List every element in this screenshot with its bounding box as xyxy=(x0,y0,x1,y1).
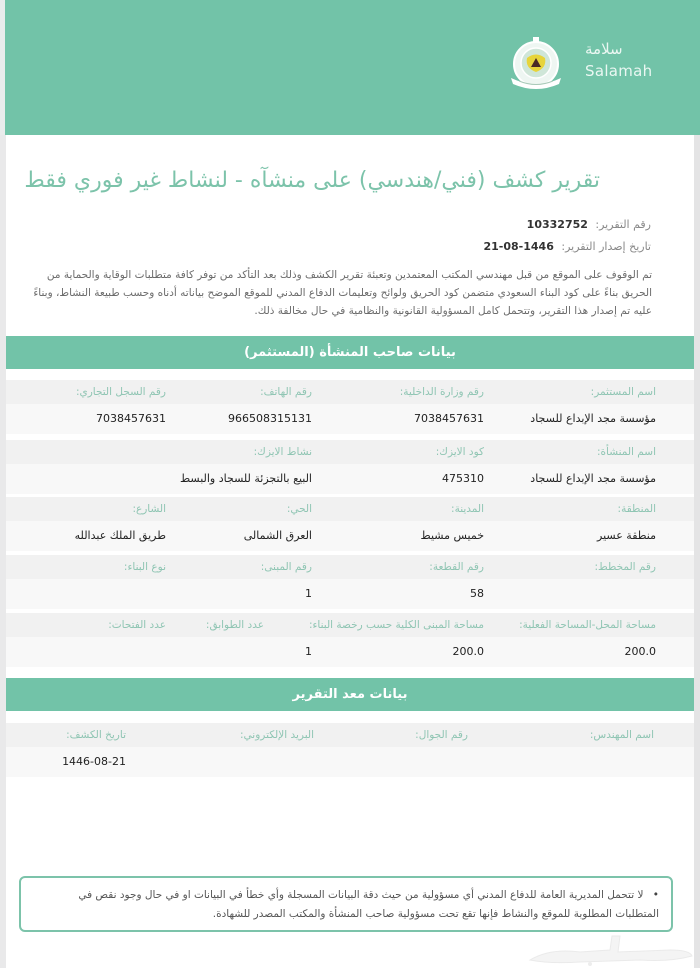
isic-code-value: 475310 xyxy=(442,472,484,485)
report-card xyxy=(6,135,694,968)
field-label: كود الايزك: xyxy=(435,446,484,458)
field-label: عدد الطوابق: xyxy=(205,619,264,631)
owner-values-row-5 xyxy=(6,637,694,667)
facility-name-value: مؤسسة مجد الإبداع للسجاد xyxy=(530,472,656,485)
field-label: المنطقة: xyxy=(617,503,656,515)
floors-count-value: 1 xyxy=(305,645,312,658)
field-label: الشارع: xyxy=(132,503,166,515)
plot-number-value: 58 xyxy=(470,587,484,600)
owner-section-header: بيانات صاحب المنشأة (المستثمر) xyxy=(6,336,694,369)
report-title: تقرير كشف (فني/هندسي) على منشآه - لنشاط غير فوري فقط xyxy=(24,168,600,193)
report-number xyxy=(527,218,651,231)
isic-activity-value: البيع بالتجزئة للسجاد والبسط xyxy=(179,472,312,485)
brand-name-arabic: سلامة xyxy=(585,40,623,58)
inspection-date-value: 1446-08-21 xyxy=(62,755,126,768)
owner-labels-row-2 xyxy=(6,440,694,464)
owner-labels-row-5 xyxy=(6,613,694,637)
bullet-icon: • xyxy=(652,889,659,901)
field-label: مساحة المبنى الكلية حسب رخصة البناء: xyxy=(308,619,484,631)
investor-name-value: مؤسسة مجد الإبداع للسجاد xyxy=(530,412,656,425)
district-value: العرق الشمالى xyxy=(243,529,312,542)
field-label: البريد الإلكتروني: xyxy=(240,729,314,741)
owner-values-row-3 xyxy=(6,521,694,551)
phone-value: 966508315131 xyxy=(228,412,312,425)
field-label: مساحة المحل-المساحة الفعلية: xyxy=(519,619,656,631)
field-label: عدد الفتحات: xyxy=(108,619,166,631)
owner-labels-row-4 xyxy=(6,555,694,579)
field-label: الحي: xyxy=(286,503,312,515)
haraj-watermark-icon xyxy=(520,930,695,968)
building-area-value: 200.0 xyxy=(452,645,484,658)
civil-defense-emblem-icon xyxy=(505,34,567,94)
field-label: رقم القطعة: xyxy=(429,561,484,573)
issue-date-label: تاريخ إصدار التقرير: xyxy=(561,240,651,253)
preparer-section-header: بيانات معد التقرير xyxy=(6,678,694,711)
field-label: رقم المبنى: xyxy=(260,561,312,573)
preparer-labels-row xyxy=(6,723,694,747)
report-number-label: رقم التقرير: xyxy=(595,218,651,231)
street-value: طريق الملك عبدالله xyxy=(74,529,166,542)
report-statement: تم الوقوف على الموقع من قبل مهندسي المكتب المعتمدين وتعبئة تقرير الكشف وذلك بعد التأكد من توفر كافة متطلبات الوقاية والحماية من الحريق بناءً على كود البناء السعودي متضمن كود الحريق ولوائح وتعليمات الدفاع المدني للموقع الموضح بياناته أدناه وحسب طبيعة النشاط، وبناءً عليه تم إصدار هذا التقرير، وتتحمل كامل المسؤولية القانونية والنظامية في حال مخالفة ذلك. xyxy=(33,269,652,317)
field-label: رقم وزارة الداخلية: xyxy=(399,386,484,398)
disclaimer-note xyxy=(19,876,673,932)
preparer-values-row xyxy=(6,747,694,777)
shop-area-value: 200.0 xyxy=(624,645,656,658)
field-label: رقم السجل التجاري: xyxy=(75,386,166,398)
region-value: منطقة عسير xyxy=(597,529,656,542)
header-edge xyxy=(0,0,5,135)
city-value: خميس مشيط xyxy=(420,529,484,542)
page-edge xyxy=(694,135,700,968)
field-label: نوع البناء: xyxy=(123,561,166,573)
field-label: نشاط الايزك: xyxy=(253,446,312,458)
field-label: رقم الهاتف: xyxy=(260,386,312,398)
owner-labels-row-3 xyxy=(6,497,694,521)
report-issue-date xyxy=(483,240,651,253)
field-label: رقم الجوال: xyxy=(415,729,468,741)
owner-values-row-4 xyxy=(6,579,694,609)
brand-name-english: Salamah xyxy=(585,62,653,80)
field-label: تاريخ الكشف: xyxy=(66,729,126,741)
report-number-value: 10332752 xyxy=(526,218,588,231)
owner-values-row-2 xyxy=(6,464,694,494)
disclaimer-text: لا تتحمل المديرية العامة للدفاع المدني أي مسؤولية من حيث دقة البيانات المسجلة وأي خطأ في البيانات او في حال وجود نقص في المتطلبات المطلوبة للموقع والنشاط فإنها تقع تحت مسؤولية صاحب المنشأة والمكتب المصدر للشهادة. xyxy=(78,889,659,920)
field-label: اسم المستثمر: xyxy=(590,386,656,398)
owner-values-row-1 xyxy=(6,404,694,434)
field-label: اسم المنشأة: xyxy=(596,446,656,458)
owner-labels-row-1 xyxy=(6,380,694,404)
building-number-value: 1 xyxy=(305,587,312,600)
issue-date-value: 1446-08-21 xyxy=(483,240,554,253)
field-label: رقم المخطط: xyxy=(594,561,656,573)
cr-number-value: 7038457631 xyxy=(96,412,166,425)
field-label: اسم المهندس: xyxy=(589,729,654,741)
moi-number-value: 7038457631 xyxy=(414,412,484,425)
field-label: المدينة: xyxy=(451,503,484,515)
